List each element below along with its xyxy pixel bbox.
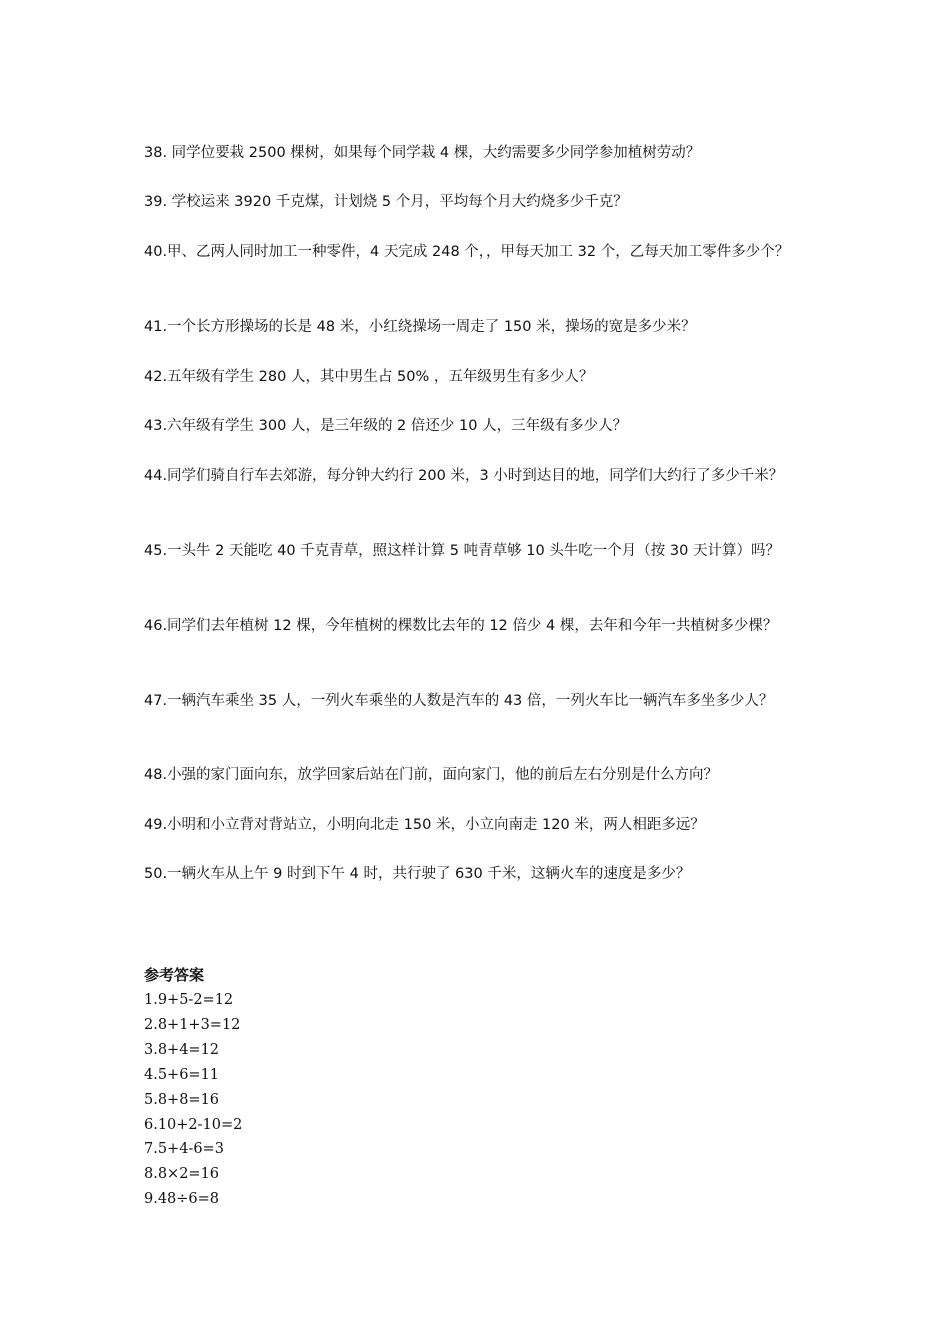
question-41: 41.一个长方形操场的长是 48 米，小红绕操场一周走了 150 米，操场的宽是多少米？ <box>144 319 696 335</box>
question-44: 44.同学们骑自行车去郊游，每分钟大约行 200 米，3 小时到达目的地，同学们大约行了多少千米？ <box>144 468 784 484</box>
question-38: 38. 同学位要栽 2500 棵树，如果每个同学栽 4 棵，大约需要多少同学参加植树劳动？ <box>144 145 701 161</box>
question-45: 45.一头牛 2 天能吃 40 千克青草，照这样计算 5 吨青草够 10 头牛吃一个月（按 30 天计算）吗？ <box>144 543 780 559</box>
answer-item: 2.8+1+3=12 <box>144 1017 241 1033</box>
answers-heading: 参考答案 <box>144 966 205 984</box>
answer-item: 4.5+6=11 <box>144 1067 220 1083</box>
answer-item: 6.10+2-10=2 <box>144 1117 243 1133</box>
question-47: 47.一辆汽车乘坐 35 人，一列火车乘坐的人数是汽车的 43 倍，一列火车比一辆汽车多坐多少人？ <box>144 693 774 709</box>
question-49: 49.小明和小立背对背站立，小明向北走 150 米，小立向南走 120 米，两人相距多远？ <box>144 817 705 833</box>
question-46: 46.同学们去年植树 12 棵，今年植树的棵数比去年的 12 倍少 4 棵，去年和今年一共植树多少棵？ <box>144 618 778 634</box>
question-39: 39. 学校运来 3920 千克煤，计划烧 5 个月，平均每个月大约烧多少千克？ <box>144 194 628 210</box>
answer-item: 1.9+5-2=12 <box>144 992 234 1008</box>
question-50: 50.一辆火车从上午 9 时到下午 4 时，共行驶了 630 千米，这辆火车的速度是多少？ <box>144 866 691 882</box>
answer-item: 8.8×2=16 <box>144 1166 220 1182</box>
answer-item: 7.5+4-6=3 <box>144 1141 224 1157</box>
question-42: 42.五年级有学生 280 人，其中男生占 50% ，五年级男生有多少人？ <box>144 369 594 385</box>
answer-item: 3.8+4=12 <box>144 1042 220 1058</box>
question-40: 40.甲、乙两人同时加工一种零件，4 天完成 248 个，，甲每天加工 32 个，乙每天加工零件多少个？ <box>144 244 790 260</box>
answer-item: 9.48÷6=8 <box>144 1191 220 1207</box>
question-43: 43.六年级有学生 300 人，是三年级的 2 倍还少 10 人，三年级有多少人？ <box>144 418 628 434</box>
question-48: 48.小强的家门面向东，放学回家后站在门前，面向家门，他的前后左右分别是什么方向？ <box>144 767 719 783</box>
answer-item: 5.8+8=16 <box>144 1092 220 1108</box>
